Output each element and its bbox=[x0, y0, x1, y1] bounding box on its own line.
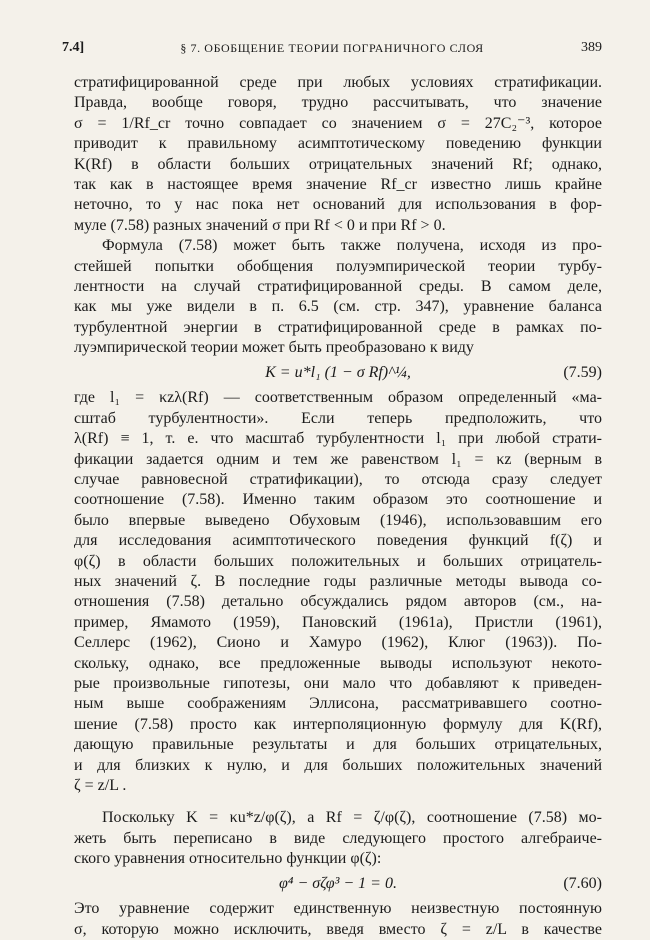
text-line: Это уравнение содержит единственную неизвестную постоянную bbox=[74, 900, 602, 918]
text-line: так как в настоящее время значение Rf_cr известно лишь крайне bbox=[74, 175, 602, 193]
running-title: § 7. ОБОБЩЕНИЕ ТЕОРИИ ПОГРАНИЧНОГО СЛОЯ bbox=[180, 41, 484, 55]
text-line: λ(Rf) ≡ 1, т. е. что масштаб турбулентности l₁ при любой страти- bbox=[74, 430, 602, 448]
text-line: сштаб турбулентности». Если теперь предположить, что bbox=[74, 409, 602, 427]
text-line: стейшей попытки обобщения полуэмпирической теории турбу- bbox=[74, 257, 602, 275]
paragraph-2 bbox=[74, 236, 602, 358]
text-line: и для близких к нулю, и для больших положительных значений bbox=[74, 756, 602, 774]
text-line: лентности на случай стратифицированной среды. В самом деле, bbox=[74, 277, 602, 295]
text-line: для исследования асимптотического поведения функций f(ζ) и bbox=[74, 532, 602, 550]
paragraph-4 bbox=[74, 808, 602, 869]
text-line: стратифицированной среде при любых условиях стратификации. bbox=[74, 74, 602, 91]
equation-formula: φ⁴ − σζφ³ − 1 = 0. bbox=[279, 875, 397, 893]
paragraph-3 bbox=[74, 388, 602, 796]
spacer bbox=[74, 796, 602, 808]
page-body bbox=[74, 73, 602, 940]
text-line: рые произвольные гипотезы, они мало что добавляют к приведен- bbox=[74, 674, 602, 692]
text-line: пример, Ямамото (1959), Пановский (1961а), Пристли (1961), bbox=[74, 613, 602, 631]
equation-number: (7.60) bbox=[563, 875, 602, 893]
text-line: как мы уже видели в п. 6.5 (см. стр. 347), уравнение баланса bbox=[74, 298, 602, 316]
text-line: ным выше соображениям Эллисона, рассматривавшего соотно- bbox=[74, 695, 602, 713]
text-line: Правда, вообще говоря, трудно рассчитывать, что значение bbox=[74, 94, 602, 112]
paragraph-1 bbox=[74, 73, 602, 236]
text-line: случае равновесной стратификации), то отсюда сразу следует bbox=[74, 471, 602, 489]
running-header bbox=[62, 40, 602, 60]
text-line: турбулентной энергии в стратифицированной среде в рамках по- bbox=[74, 318, 602, 336]
text-line: φ(ζ) в области больших положительных и больших отрицатель- bbox=[74, 552, 602, 570]
text-line: приводит к правильному асимптотическому поведению функции bbox=[74, 135, 602, 153]
text-line: муле (7.58) разных значений σ при Rf < 0 и при Rf > 0. bbox=[74, 216, 446, 234]
page-number: 389 bbox=[581, 40, 602, 55]
text-line: ζ = z/L . bbox=[74, 776, 127, 794]
text-line: соотношение (7.58). Именно таким образом это соотношение и bbox=[74, 491, 602, 509]
equation-formula: K = u*l₁ (1 − σ Rf)^¼, bbox=[265, 364, 411, 382]
section-number: 7.4] bbox=[62, 40, 85, 55]
text-line: отношения (7.58) детально обсуждались рядом авторов (см., на- bbox=[74, 593, 602, 611]
text-line: луэмпирической теории может быть преобразовано к виду bbox=[74, 339, 474, 357]
text-line: неточно, то у нас пока нет оснований для использования в фор- bbox=[74, 196, 602, 214]
equation-7-59 bbox=[74, 360, 602, 386]
text-line: σ, которую можно исключить, введя вместо ζ = z/L в качестве bbox=[74, 920, 602, 938]
text-line: ных значений ζ. В последние годы различные методы вывода со- bbox=[74, 572, 602, 590]
text-line: было впервые выведено Обуховым (1946), использовавшим его bbox=[74, 511, 602, 529]
text-line: σ = 1/Rf_cr точно совпадает со значением σ = 27C₂⁻³, которое bbox=[74, 114, 602, 132]
text-line: K(Rf) в области больших отрицательных значений Rf; однако, bbox=[74, 155, 602, 173]
equation-7-60 bbox=[74, 871, 602, 897]
text-line: Селлерс (1962), Сионо и Хамуро (1962), Клюг (1963)). По- bbox=[74, 634, 602, 652]
text-line: Формула (7.58) может быть также получена, исходя из про- bbox=[102, 237, 602, 255]
text-line: фикации задается одним и тем же равенством l₁ = κz (верным в bbox=[74, 450, 602, 468]
text-line: скольку, однако, все предложенные выводы используют некото- bbox=[74, 654, 602, 672]
equation-number: (7.59) bbox=[563, 364, 602, 382]
text-line: ского уравнения относительно функции φ(ζ): bbox=[74, 850, 382, 868]
text-line: где l₁ = κzλ(Rf) — соответственным образом определенный «ма- bbox=[74, 389, 602, 407]
text-line: жеть быть переписано в виде следующего простого алгебраиче- bbox=[74, 829, 602, 847]
text-line: дающую правильные результаты и для больших отрицательных, bbox=[74, 736, 602, 754]
text-line: шение (7.58) просто как интерполяционную формулу для K(Rf), bbox=[74, 715, 602, 733]
text-line: Поскольку K = κu*z/φ(ζ), а Rf = ζ/φ(ζ), соотношение (7.58) мо- bbox=[102, 809, 602, 827]
